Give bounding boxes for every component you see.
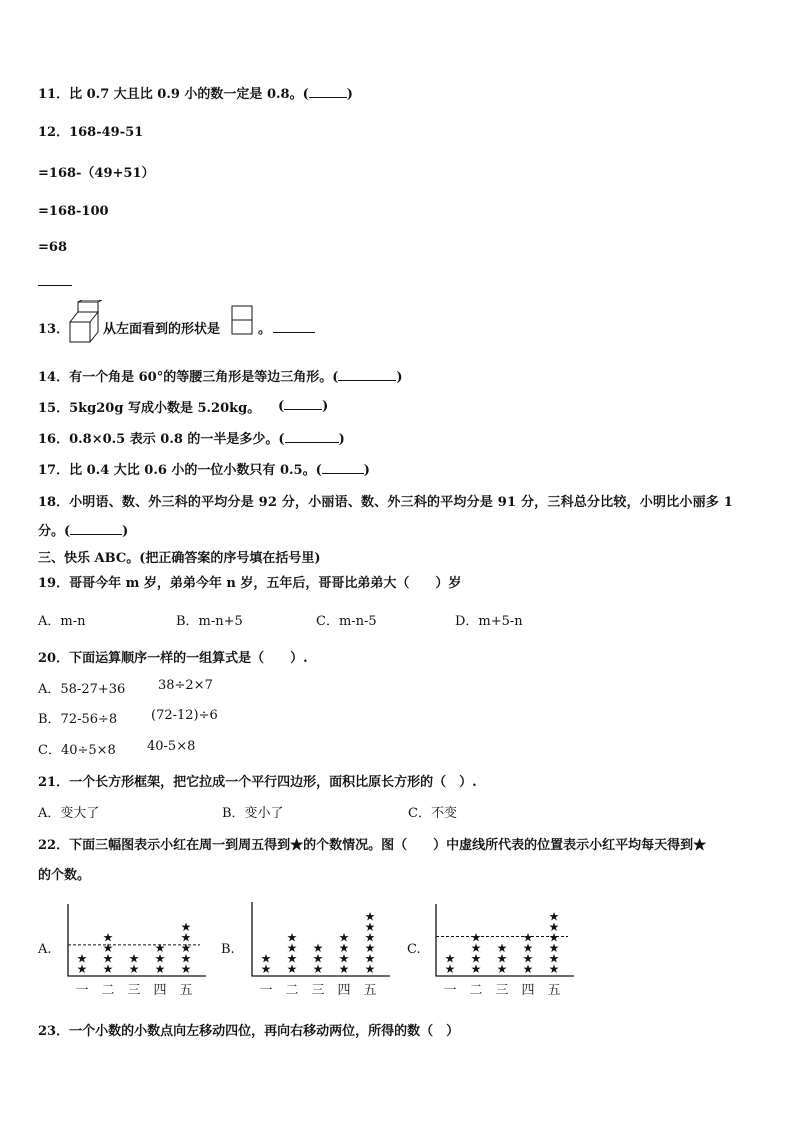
star-mark: ★	[154, 941, 166, 955]
q20-text: 下面运算顺序一样的一组算式是（ ）.	[69, 651, 308, 666]
chart-c-label[interactable]: C.	[407, 942, 421, 957]
q18-number: 18．	[38, 495, 70, 510]
day-label: 三	[311, 983, 325, 998]
answer-blank[interactable]	[309, 85, 347, 98]
day-label: 四	[153, 983, 167, 998]
answer-blank[interactable]	[70, 522, 122, 535]
day-label: 一	[75, 983, 89, 998]
q21-text: 一个长方形框架，把它拉成一个平行四边形，面积比原长方形的（ ）.	[69, 775, 477, 790]
q19-text: 哥哥今年 m 岁，弟弟今年 n 岁，五年后，哥哥比弟弟大（ ）岁	[69, 576, 462, 591]
cube-stack-figure	[66, 300, 102, 346]
q18-line1: 小明语、数、外三科的平均分是 92 分，小丽语、数、外三科的平均分是 91 分，三科总分比较，小明比小丽多 1	[69, 495, 733, 510]
star-mark: ★	[470, 951, 482, 966]
star-mark: ★	[154, 951, 166, 966]
option-c[interactable]: C．不变	[408, 806, 457, 821]
day-label: 四	[337, 983, 351, 998]
close-paren: )	[363, 463, 370, 478]
star-mark: ★	[444, 962, 456, 976]
star-mark: ★	[548, 920, 560, 934]
star-mark: ★	[128, 962, 140, 976]
star-mark: ★	[548, 941, 560, 955]
day-label: 二	[101, 983, 115, 998]
star-mark: ★	[364, 930, 376, 945]
star-mark: ★	[364, 962, 376, 976]
day-label: 二	[469, 983, 483, 998]
answer-blank[interactable]	[338, 368, 396, 381]
q18	[38, 491, 733, 510]
star-mark: ★	[338, 951, 350, 966]
star-mark: ★	[496, 951, 508, 966]
star-mark: ★	[102, 930, 114, 945]
star-mark: ★	[548, 930, 560, 945]
q12-line: =168-（49+51）	[38, 166, 155, 181]
star-mark: ★	[338, 962, 350, 976]
section-heading: 三、快乐 ABC。(把正确答案的序号填在括号里)	[38, 551, 321, 566]
star-chart-a	[60, 900, 210, 1004]
q16-number: 16．	[38, 432, 70, 447]
q15-text: 5kg20g 写成小数是 5.20kg。	[69, 401, 261, 416]
q15	[38, 397, 260, 416]
star-mark: ★	[286, 930, 298, 945]
close-paren: )	[338, 432, 345, 447]
star-mark: ★	[496, 962, 508, 976]
q23-text: 一个小数的小数点向左移动四位，再向右移动两位，所得的数（ ）	[69, 1024, 460, 1039]
star-mark: ★	[364, 920, 376, 934]
star-mark: ★	[180, 941, 192, 955]
q22	[38, 834, 706, 853]
q12-number: 12．	[38, 125, 70, 140]
day-label: 四	[521, 983, 535, 998]
star-mark: ★	[496, 941, 508, 955]
chart-a-label[interactable]: A.	[38, 942, 52, 957]
star-mark: ★	[260, 962, 272, 976]
close-paren: )	[396, 370, 403, 385]
star-mark: ★	[312, 941, 324, 955]
chart-b-label[interactable]: B.	[221, 942, 235, 957]
day-label: 三	[127, 983, 141, 998]
q11-number: 11．	[38, 87, 70, 102]
q23-number: 23．	[38, 1024, 70, 1039]
option-c[interactable]: C．m-n-5	[316, 614, 377, 629]
star-mark: ★	[102, 941, 114, 955]
q13	[38, 318, 69, 337]
q22-line1: 下面三幅图表示小红在周一到周五得到★的个数情况。图（ ）中虚线所代表的位置表示小红平均每天得到★	[69, 838, 707, 853]
star-mark: ★	[312, 951, 324, 966]
option-a-expr2: 38÷2×7	[158, 678, 213, 693]
star-mark: ★	[260, 951, 272, 966]
star-mark: ★	[364, 941, 376, 955]
day-label: 五	[547, 983, 561, 998]
star-mark: ★	[470, 941, 482, 955]
star-mark: ★	[470, 962, 482, 976]
close-paren: )	[346, 87, 353, 102]
star-mark: ★	[522, 962, 534, 976]
close-paren: )	[122, 524, 129, 539]
q21	[38, 771, 477, 790]
q11	[38, 83, 353, 102]
star-mark: ★	[444, 951, 456, 966]
q12-answer-blank[interactable]	[38, 285, 72, 286]
q14	[38, 366, 403, 385]
option-a[interactable]: A．m-n	[38, 614, 86, 629]
star-mark: ★	[364, 909, 376, 924]
q14-number: 14．	[38, 370, 70, 385]
q21-number: 21．	[38, 775, 70, 790]
star-mark: ★	[338, 941, 350, 955]
q13-answer-blank[interactable]	[273, 318, 315, 333]
q19	[38, 572, 461, 591]
q18-line2-text: 分。(	[38, 524, 71, 539]
star-chart-c	[428, 900, 578, 1004]
option-b[interactable]: B．变小了	[222, 806, 284, 821]
option-a[interactable]: A．58-27+36	[38, 682, 126, 697]
q20	[38, 647, 308, 666]
close-paren: )	[322, 399, 329, 414]
q16-text: 0.8×0.5 表示 0.8 的一半是多少。(	[69, 432, 285, 447]
option-a[interactable]: A．变大了	[38, 806, 100, 821]
star-mark: ★	[522, 941, 534, 955]
q22-number: 22．	[38, 838, 70, 853]
star-mark: ★	[548, 951, 560, 966]
left-view-figure	[231, 305, 253, 335]
q20-number: 20．	[38, 651, 70, 666]
star-mark: ★	[286, 962, 298, 976]
option-b[interactable]: B．72-56÷8	[38, 712, 118, 727]
star-chart-b	[244, 898, 394, 1004]
star-mark: ★	[154, 962, 166, 976]
star-mark: ★	[102, 962, 114, 976]
star-mark: ★	[338, 930, 350, 945]
star-mark: ★	[180, 920, 192, 934]
star-mark: ★	[102, 951, 114, 966]
q12	[38, 121, 143, 140]
star-mark: ★	[180, 962, 192, 976]
open-paren: (	[278, 399, 285, 414]
star-mark: ★	[128, 951, 140, 966]
day-label: 一	[259, 983, 273, 998]
star-mark: ★	[522, 951, 534, 966]
option-c[interactable]: C．40÷5×8	[38, 743, 116, 758]
q23	[38, 1020, 459, 1039]
day-label: 五	[179, 983, 193, 998]
q12-line: 168-49-51	[69, 125, 144, 140]
star-mark: ★	[76, 962, 88, 976]
day-label: 一	[443, 983, 457, 998]
option-b[interactable]: B．m-n+5	[176, 614, 243, 629]
q15-number: 15．	[38, 401, 70, 416]
q17	[38, 459, 370, 478]
star-mark: ★	[286, 941, 298, 955]
star-mark: ★	[364, 951, 376, 966]
q13-after: 。	[258, 322, 272, 337]
star-mark: ★	[286, 951, 298, 966]
q13-number: 13．	[38, 322, 70, 337]
q11-text: 比 0.7 大且比 0.9 小的数一定是 0.8。(	[69, 87, 309, 102]
day-label: 五	[363, 983, 377, 998]
q13-text: 从左面看到的形状是	[103, 322, 221, 337]
day-label: 三	[495, 983, 509, 998]
star-mark: ★	[548, 909, 560, 924]
day-label: 二	[285, 983, 299, 998]
star-mark: ★	[522, 930, 534, 945]
answer-blank[interactable]	[285, 430, 339, 443]
q14-text: 有一个角是 60°的等腰三角形是等边三角形。(	[69, 370, 339, 385]
answer-blank[interactable]	[322, 461, 364, 474]
q12-line: =68	[38, 240, 67, 255]
star-mark: ★	[180, 951, 192, 966]
q16	[38, 428, 345, 447]
star-mark: ★	[548, 962, 560, 976]
star-mark: ★	[76, 951, 88, 966]
star-mark: ★	[312, 962, 324, 976]
q17-text: 比 0.4 大比 0.6 小的一位小数只有 0.5。(	[69, 463, 322, 478]
answer-blank[interactable]	[284, 397, 322, 410]
option-d[interactable]: D．m+5-n	[455, 614, 523, 629]
star-mark: ★	[180, 930, 192, 945]
q18-line2	[38, 520, 128, 539]
option-c-expr2: 40-5×8	[147, 739, 196, 754]
q15-answer	[278, 397, 328, 414]
star-mark: ★	[470, 930, 482, 945]
option-b-expr2: (72-12)÷6	[151, 708, 218, 723]
q22-line2: 的个数。	[38, 868, 91, 883]
q12-line: =168-100	[38, 204, 109, 219]
q17-number: 17．	[38, 463, 70, 478]
q19-number: 19．	[38, 576, 70, 591]
